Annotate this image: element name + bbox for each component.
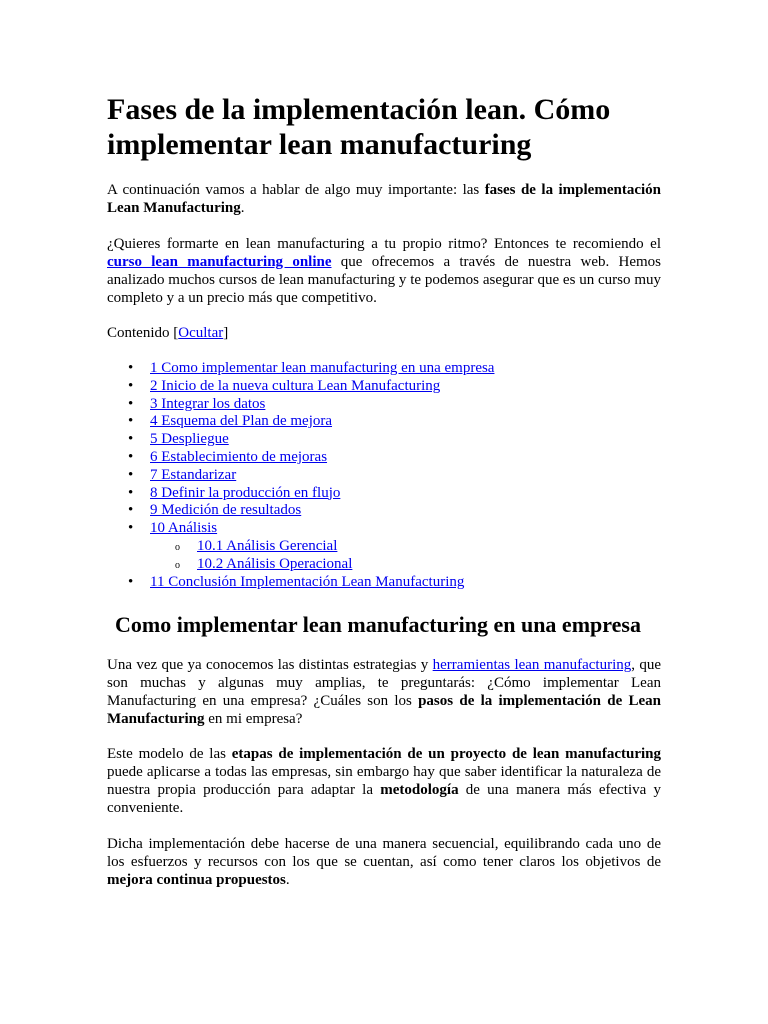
intro-paragraph: [107, 181, 661, 217]
toc-subitem: [125, 538, 494, 556]
intro-text: A continuación vamos a hablar de algo muy importante: las: [107, 182, 485, 198]
toc-item: [125, 360, 494, 378]
intro-end: .: [240, 200, 245, 216]
toc-link-1[interactable]: 1 Como implementar lean manufacturing en una empresa: [150, 360, 495, 376]
toc-subitem: [125, 556, 494, 574]
toc-link-10-1[interactable]: 10.1 Análisis Gerencial: [197, 537, 338, 554]
toc-item: [125, 520, 494, 538]
body-text: , que son muchas y algunas muy amplias, te preguntarás: ¿Cómo implementar Lean Manufacturing en una empresa? ¿Cuáles son los: [107, 657, 661, 709]
body-text: .: [285, 872, 290, 888]
toc-header: [107, 324, 228, 342]
toc-link-2[interactable]: 2 Inicio de la nueva cultura Lean Manufacturing: [150, 377, 441, 394]
body-text: Dicha implementación debe hacerse de una manera secuencial, equilibrando cada uno de los esfuerzos y recursos con los que se cuentan, así como tener claros los objetivos de: [107, 836, 661, 870]
toc-link-3[interactable]: 3 Integrar los datos: [150, 395, 266, 412]
toc-item: [125, 574, 494, 592]
page-title: Fases de la implementación lean. Cómo implementar lean manufacturing: [107, 93, 611, 161]
toc-link-7[interactable]: 7 Estandarizar: [150, 466, 237, 483]
toc-link-5[interactable]: 5 Despliegue: [150, 431, 229, 448]
toc-link-6[interactable]: 6 Establecimiento de mejoras: [150, 448, 328, 465]
section-paragraph-3: [107, 835, 661, 889]
section-paragraph-2: [107, 745, 661, 817]
toc-link-10-2[interactable]: 10.2 Análisis Operacional: [197, 555, 353, 572]
toc-item: [125, 502, 494, 520]
toc-bracket: ]: [223, 325, 229, 341]
section-heading: Como implementar lean manufacturing en una empresa: [115, 612, 641, 637]
toc-link-10[interactable]: 10 Análisis: [150, 520, 218, 537]
toc-item: [125, 485, 494, 503]
intro-bold: fases de la implementación Lean Manufacturing: [107, 182, 662, 216]
toc-item: [125, 449, 494, 467]
body-bold: etapas de implementación de un proyecto de lean manufacturing: [231, 746, 661, 762]
body-text: Este modelo de las: [107, 746, 232, 762]
body-bold: metodología: [380, 782, 459, 798]
body-text: Una vez que ya conocemos las distintas estrategias y: [107, 657, 433, 673]
promo-text: ¿Quieres formarte en lean manufacturing a tu propio ritmo? Entonces te recomiendo el: [107, 236, 661, 252]
body-text: de una manera más efectiva y conveniente.: [107, 782, 662, 816]
toc-item: [125, 467, 494, 485]
body-text: en mi empresa?: [204, 711, 303, 727]
tools-link[interactable]: herramientas lean manufacturing: [432, 657, 632, 673]
table-of-contents: [125, 360, 494, 591]
body-bold: mejora continua propuestos: [107, 872, 286, 888]
toc-link-4[interactable]: 4 Esquema del Plan de mejora: [150, 413, 333, 430]
section-paragraph-1: [107, 656, 661, 728]
body-text: puede aplicarse a todas las empresas, sin embargo hay que saber identificar la naturaleza de nuestra propia producción para adaptar la: [107, 764, 661, 798]
toc-item: [125, 378, 494, 396]
promo-paragraph: [107, 235, 661, 307]
toc-link-8[interactable]: 8 Definir la producción en flujo: [150, 484, 341, 501]
toc-toggle-link[interactable]: Ocultar: [178, 325, 224, 341]
toc-link-9[interactable]: 9 Medición de resultados: [150, 502, 302, 519]
toc-label: Contenido [: [107, 325, 179, 341]
toc-item: [125, 413, 494, 431]
toc-link-11[interactable]: 11 Conclusión Implementación Lean Manufacturing: [150, 573, 465, 590]
toc-item: [125, 396, 494, 414]
body-bold: pasos de la implementación de Lean Manufacturing: [107, 693, 661, 727]
toc-item: [125, 431, 494, 449]
course-link[interactable]: curso lean manufacturing online: [107, 254, 332, 270]
promo-text-end: que ofrecemos a través de nuestra web. Hemos analizado muchos cursos de lean manufacturing y te podemos asegurar que es un curso muy completo y a un precio más que competitivo.: [107, 254, 661, 306]
